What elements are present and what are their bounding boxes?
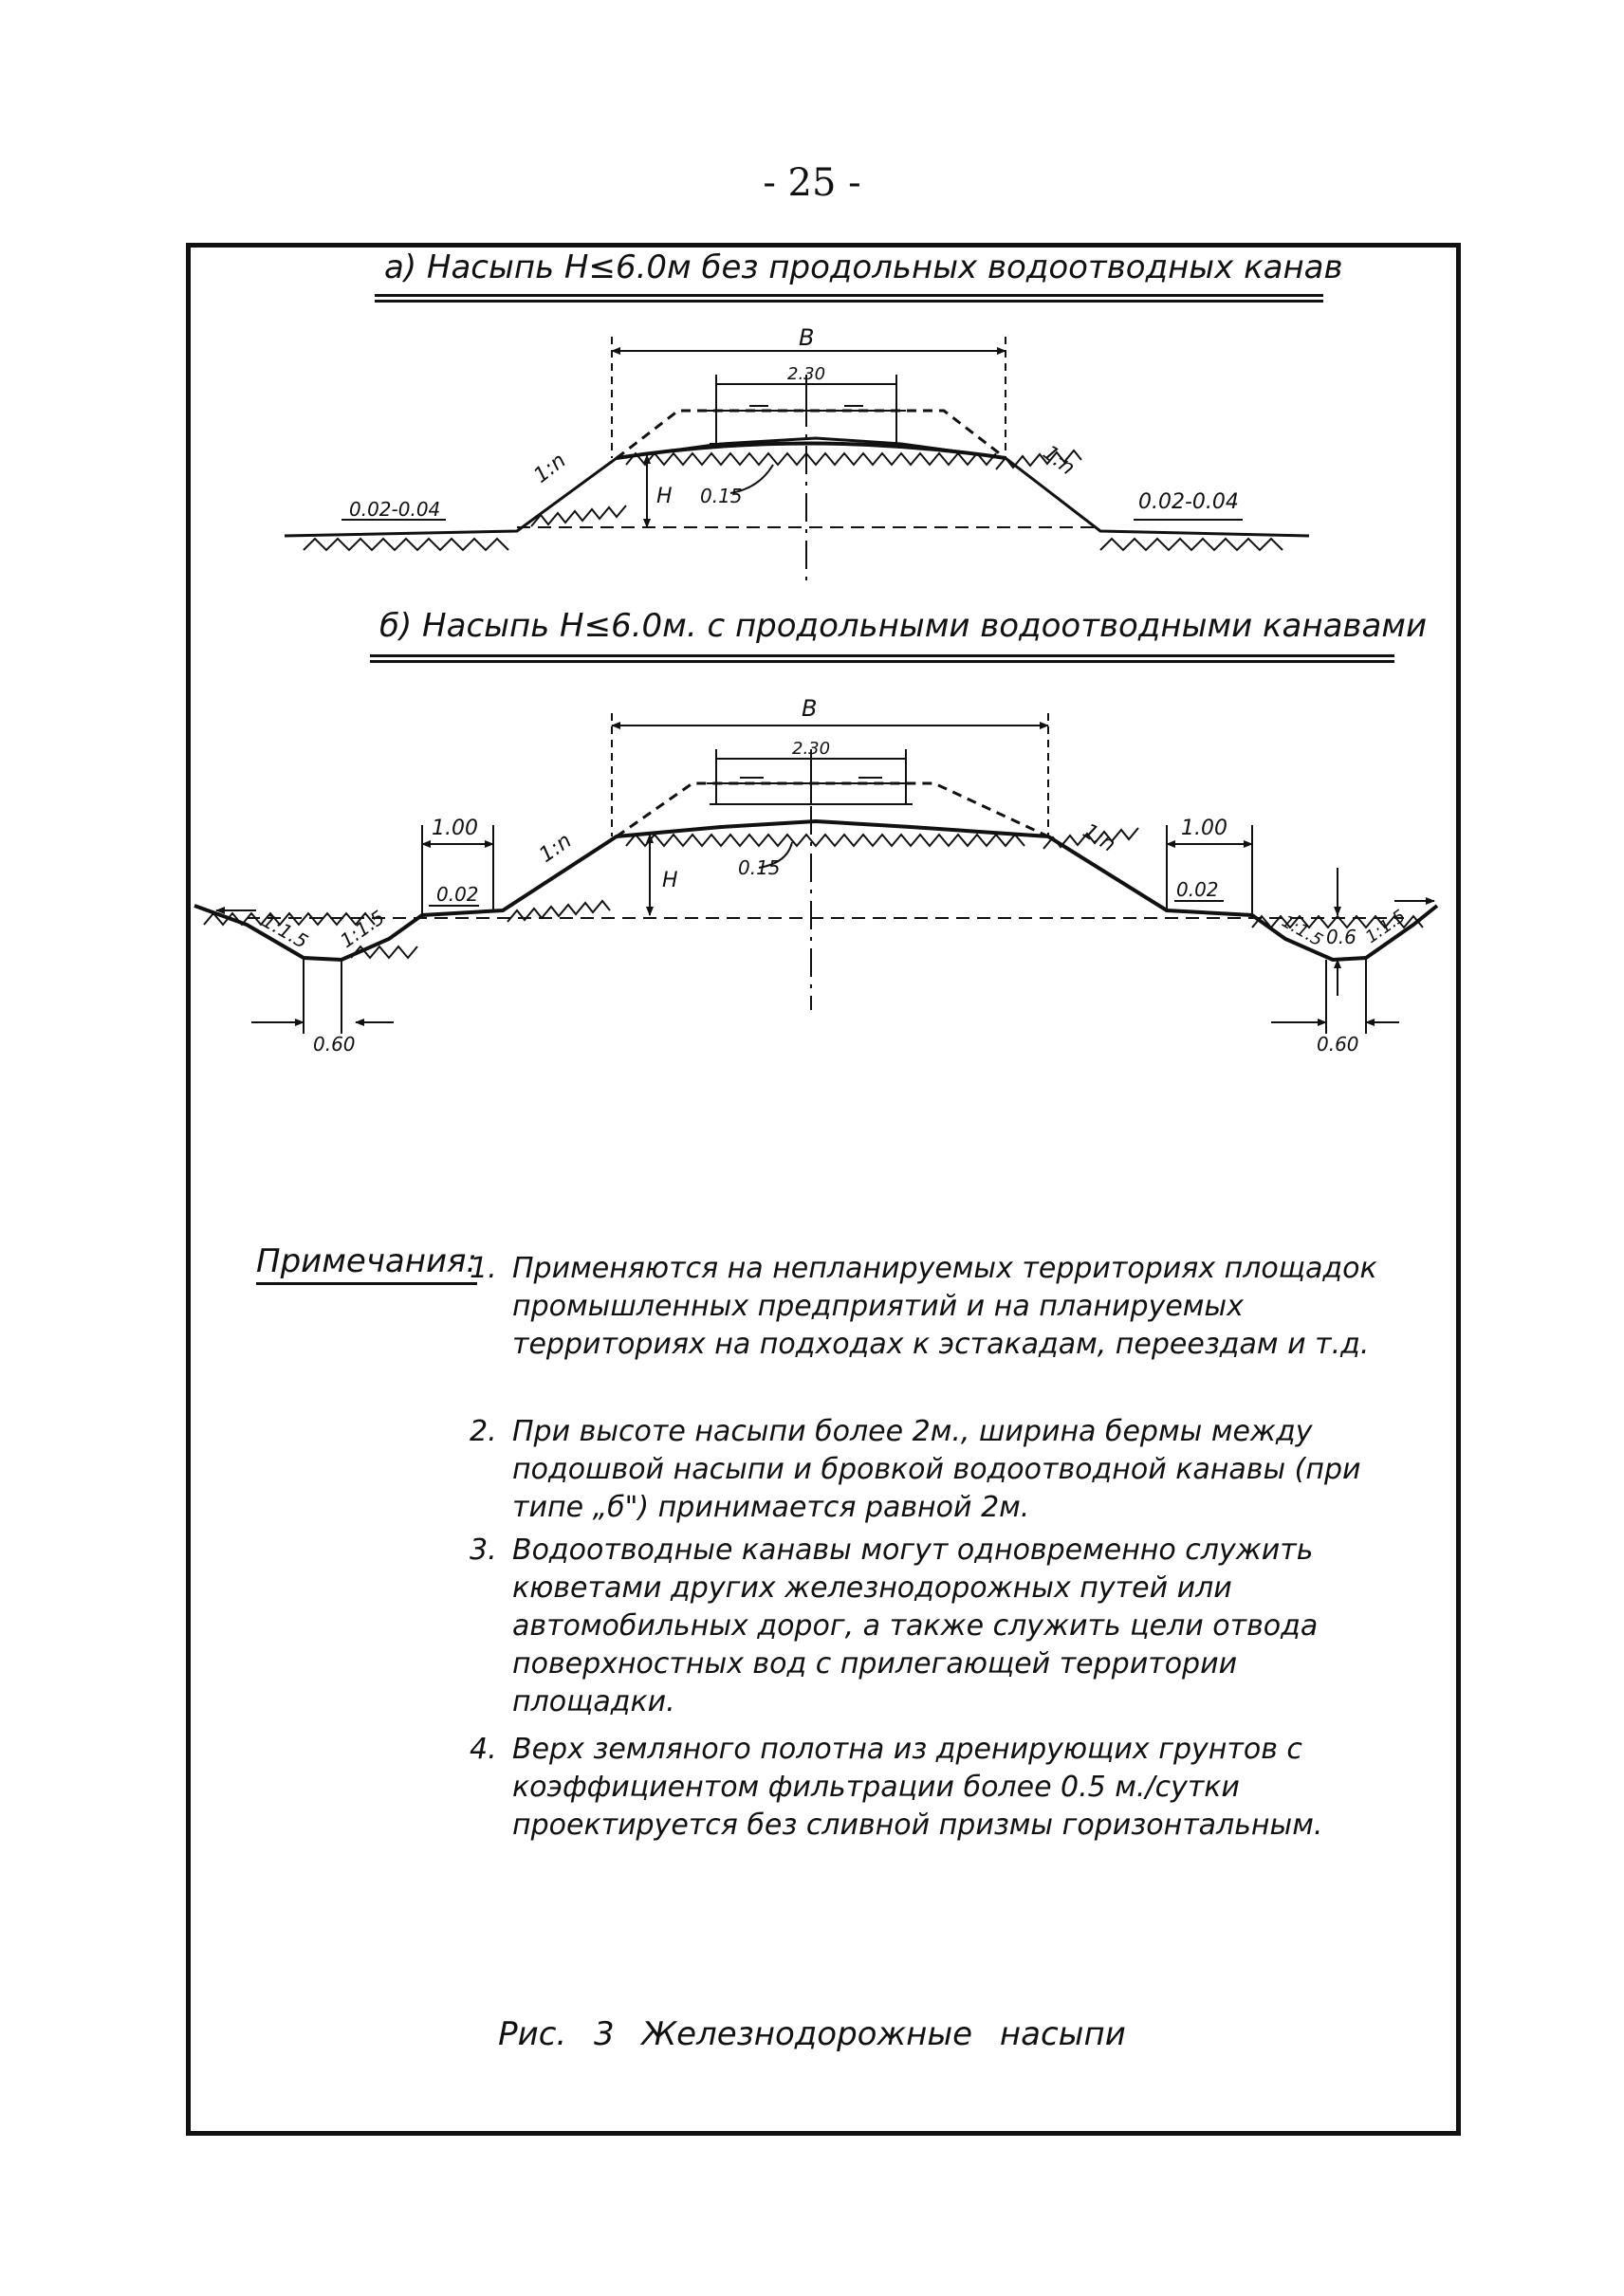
note-number: 2. — [470, 1415, 497, 1448]
figure-a-slope-left-label: 1:n — [529, 449, 571, 488]
note-number: 1. — [470, 1252, 497, 1285]
figure-b-section — [194, 713, 1437, 1034]
note-text: Верх земляного полотна из дренирующих грунтов с коэффициентом фильтрации более 0.5 м./сутки проектируется без сливной призмы горизонтальным. — [512, 1733, 1323, 1842]
figure-b-ballast-prism — [617, 783, 1048, 836]
figure-a-slope-right-label: 1:n — [1038, 441, 1080, 481]
figure-b-title: б) Насыпь Н≤6.0м. с продольными водоотводными канавами — [379, 607, 1428, 645]
figure-b-ditch-slope-2-label: 1:1.5 — [336, 906, 389, 953]
figure-b-berm-slope-left-label: 0.02 — [436, 883, 479, 906]
notes-heading: Примечания: — [256, 1242, 477, 1285]
figure-b-ditch-slope-1-label: 1:1.5 — [258, 909, 312, 953]
note-text: Водоотводные канавы могут одновременно служить кюветами других железнодорожных путей или автомобильных дорог, а также служить цели отвода поверхностных вод с прилегающей территории площадки. — [512, 1534, 1319, 1718]
figure-b-berm-left-label: 1.00 — [432, 817, 478, 840]
figure-b-ditch-depth-label: 0.6 — [1326, 926, 1356, 948]
figure-b-width-label: В — [802, 695, 818, 722]
figure-b-slope-right-label: 1:n — [1078, 818, 1120, 857]
figure-b-ditch-bottom-right-label: 0.60 — [1317, 1033, 1359, 1056]
note-item-3 — [470, 1532, 1385, 1721]
figure-a-ground-right-label: 0.02-0.04 — [1138, 490, 1239, 514]
figure-b-ground-line — [194, 818, 1437, 960]
note-text: При высоте насыпи более 2м., ширина бермы между подошвой насыпи и бровкой водоотводной канавы (при типе „б") принимается равной 2м. — [512, 1415, 1361, 1524]
figure-a-ground-line — [285, 438, 1309, 536]
figure-caption: Рис. 3 Железнодорожные насыпи — [498, 2015, 1126, 2053]
note-item-2 — [470, 1413, 1385, 1527]
figure-b-berm-slope-right-label: 0.02 — [1176, 878, 1219, 901]
note-number: 4. — [470, 1733, 497, 1766]
figure-a-track-spacing-label: 2.30 — [787, 364, 826, 384]
note-item-1 — [470, 1250, 1385, 1364]
note-text: Применяются на непланируемых территориях площадок промышленных предприятий и на планируемых территориях на подходах к эстакадам, переездам и т.д. — [512, 1252, 1377, 1361]
figure-b-track-spacing-label: 2.30 — [792, 739, 831, 759]
figure-a-height-label: Н — [656, 485, 673, 508]
figure-b-berm-right-label: 1.00 — [1181, 817, 1227, 840]
page-number: - 25 - — [763, 161, 861, 205]
figure-b-ditch-slope-3-label: 1:1.5 — [1278, 911, 1326, 951]
figure-a-labels — [349, 324, 1239, 521]
figure-b-crown-label: 0.15 — [738, 856, 781, 879]
figure-b-slope-left-label: 1:n — [535, 829, 577, 868]
figure-a-crown-label: 0.15 — [700, 485, 743, 507]
figure-a-title: a) Насыпь Н≤6.0м без продольных водоотводных канав — [384, 248, 1343, 286]
note-number: 3. — [470, 1534, 497, 1567]
figure-b-height-label: Н — [662, 869, 678, 892]
note-item-4 — [470, 1731, 1385, 1845]
figure-a-width-label: В — [799, 324, 815, 351]
figure-b-ditch-slope-4-label: 1:1.5 — [1361, 906, 1410, 948]
figure-b-labels — [259, 695, 1410, 1056]
figure-a-ground-left-label: 0.02-0.04 — [349, 498, 441, 521]
figure-b-ditch-bottom-left-label: 0.60 — [313, 1033, 356, 1056]
